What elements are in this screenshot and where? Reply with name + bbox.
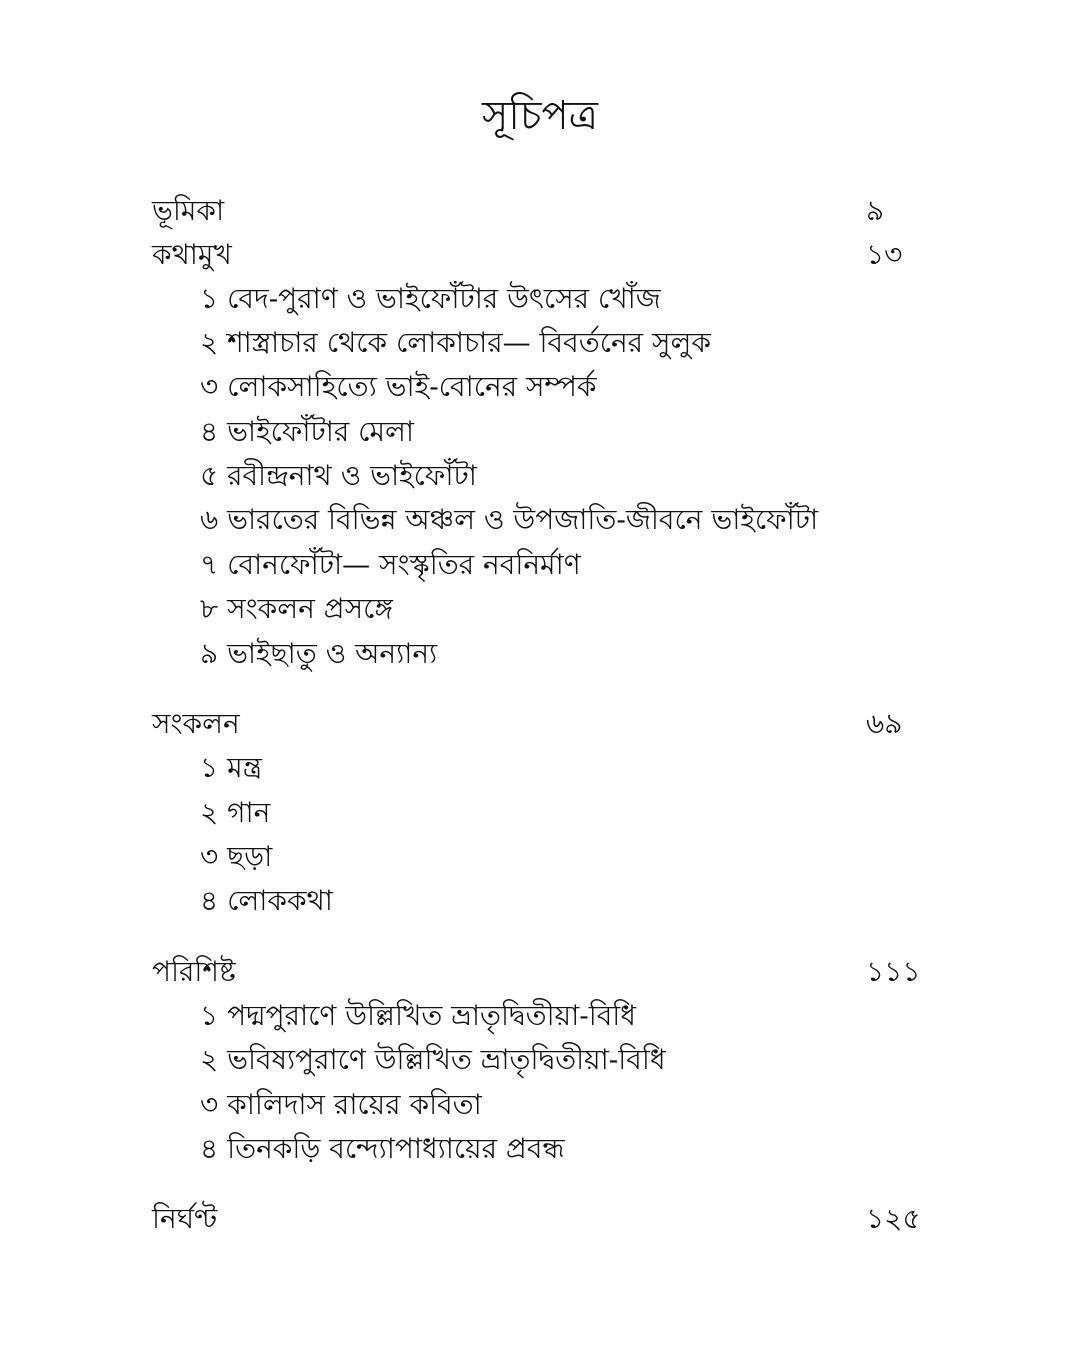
toc-item-label: ২ ভবিষ্যপুরাণে উল্লিখিত ভ্রাতৃদ্বিতীয়া-বিধি [200, 1043, 666, 1076]
toc-item[interactable] [0, 793, 1080, 833]
toc-item-label: ৪ লোককথা [200, 884, 333, 917]
toc-item-label: ৯ ভাইছাতু ও অন্যান্য [200, 637, 438, 670]
toc-item-label: ৮ সংকলন প্রসঙ্গে [200, 592, 393, 625]
toc-item[interactable] [0, 589, 1080, 629]
toc-section-compilation[interactable] [0, 704, 1080, 744]
page-title: সূচিপত্র [482, 93, 598, 139]
toc-item-label: ৬ ভারতের বিভিন্ন অঞ্চল ও উপজাতি-জীবনে ভাইফোঁটা [200, 503, 819, 536]
toc-item-label: ৫ রবীন্দ্রনাথ ও ভাইফোঁটা [200, 459, 477, 492]
toc-item[interactable] [0, 323, 1080, 363]
toc-section-index[interactable] [0, 1199, 1080, 1239]
toc-item[interactable] [0, 500, 1080, 540]
toc-item-label: ৩ লোকসাহিত্যে ভাই-বোনের সম্পর্ক [200, 370, 597, 403]
toc-item[interactable] [0, 412, 1080, 452]
page-number: ৯ [866, 194, 885, 227]
toc-item[interactable] [0, 367, 1080, 407]
toc-item[interactable] [0, 881, 1080, 921]
toc-item-label: ১ মন্ত্র [200, 751, 263, 784]
page-number: ১৩ [866, 238, 903, 271]
page-number: ১১১ [866, 955, 921, 988]
toc-item[interactable] [0, 996, 1080, 1036]
toc-item-label: ১ বেদ-পুরাণ ও ভাইফোঁটার উৎসের খোঁজ [200, 282, 661, 315]
toc-item[interactable] [0, 1129, 1080, 1169]
toc-item-label: ২ শাস্ত্রাচার থেকে লোকাচার— বিবর্তনের সুলুক [200, 326, 711, 359]
section-title: সংকলন [152, 707, 240, 740]
toc-item[interactable] [0, 456, 1080, 496]
page-number: ৬৯ [866, 707, 903, 740]
toc-item-label: ৭ বোনফোঁটা— সংস্কৃতির নবনির্মাণ [200, 548, 581, 581]
section-title: ভূমিকা [152, 194, 225, 227]
section-title: পরিশিষ্ট [152, 955, 236, 988]
section-title: নির্ঘণ্ট [152, 1202, 218, 1235]
toc-item[interactable] [0, 545, 1080, 585]
toc-item-label: ৪ তিনকড়ি বন্দ্যোপাধ্যায়ের প্রবন্ধ [200, 1132, 565, 1165]
toc-section-introduction[interactable] [0, 191, 1080, 231]
toc-item-label: ১ পদ্মপুরাণে উল্লিখিত ভ্রাতৃদ্বিতীয়া-বিধি [200, 999, 636, 1032]
section-title: কথামুখ [152, 238, 232, 271]
page-number: ১২৫ [866, 1202, 921, 1235]
toc-item[interactable] [0, 1040, 1080, 1080]
toc-section-appendix[interactable] [0, 952, 1080, 992]
toc-item-label: ৩ ছড়া [200, 840, 273, 873]
toc-item[interactable] [0, 1085, 1080, 1125]
toc-item[interactable] [0, 837, 1080, 877]
toc-item-label: ৪ ভাইফোঁটার মেলা [200, 415, 415, 448]
toc-item-label: ৩ কালিদাস রায়ের কবিতা [200, 1088, 482, 1121]
toc-item[interactable] [0, 748, 1080, 788]
toc-section-preface[interactable] [0, 235, 1080, 275]
toc-item-label: ২ গান [200, 796, 271, 829]
toc-item[interactable] [0, 634, 1080, 674]
toc-item[interactable] [0, 279, 1080, 319]
